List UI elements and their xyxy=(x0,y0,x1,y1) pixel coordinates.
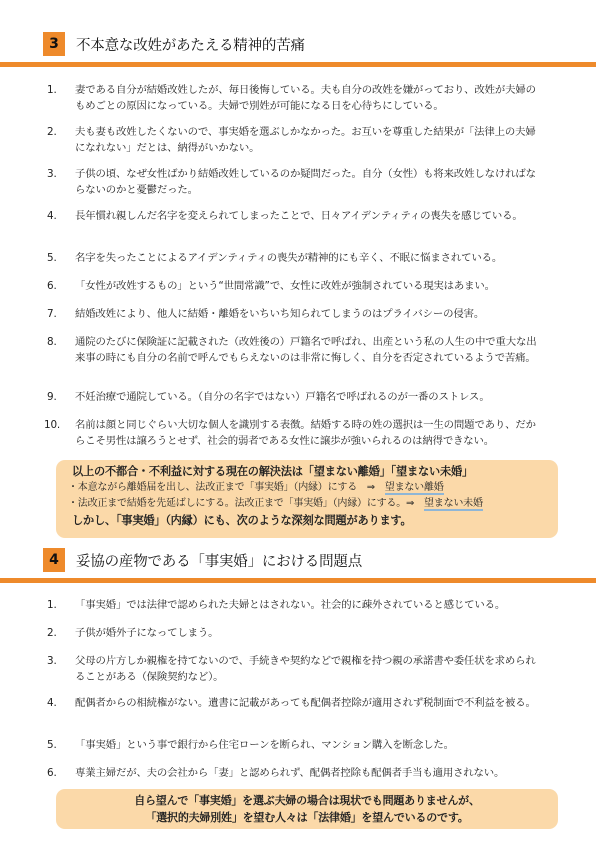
section-3-rule xyxy=(0,62,596,67)
current-solution-box xyxy=(56,460,558,538)
conclusion-line-1: 自ら望んで「事実婚」を選ぶ夫婦の場合は現状でも問題ありませんが、 xyxy=(134,794,480,807)
unwanted-divorce-label: 望まない離婚 xyxy=(384,482,444,493)
solution-line-divorce: ・本意ながら離婚届を出し、法改正まで「事実婚」（内縁）にする ⇒ 望まない離婚 xyxy=(68,482,444,493)
current-solution-footer: しかし、「事実婚」（内縁）にも、次のような深刻な問題があります。 xyxy=(72,514,412,527)
solution-line-unmarried: ・法改正まで結婚を先延ばしにする。法改正まで「事実婚」（内縁）にする。⇒ 望まない未婚 xyxy=(68,498,483,509)
section-4-rule xyxy=(0,578,596,583)
section-3-header xyxy=(0,28,596,68)
conclusion-line-2: 「選択的夫婦別姓」を望む人々は「法律婚」を望んでいるのです。 xyxy=(145,811,469,824)
section-4-number: 4 xyxy=(43,548,65,572)
conclusion-box xyxy=(56,789,558,829)
section-4-header xyxy=(0,544,596,584)
section-4-title: 妥協の産物である「事実婚」における問題点 xyxy=(76,554,362,570)
section-3-title: 不本意な改姓があたえる精神的苦痛 xyxy=(76,38,305,54)
unwanted-unmarried-label: 望まない未婚 xyxy=(423,498,483,509)
current-solution-heading: 以上の不都合・不利益に対する現在の解決法は「望まない離婚」「望まない未婚」 xyxy=(72,465,473,478)
section-3-number: 3 xyxy=(43,32,65,56)
